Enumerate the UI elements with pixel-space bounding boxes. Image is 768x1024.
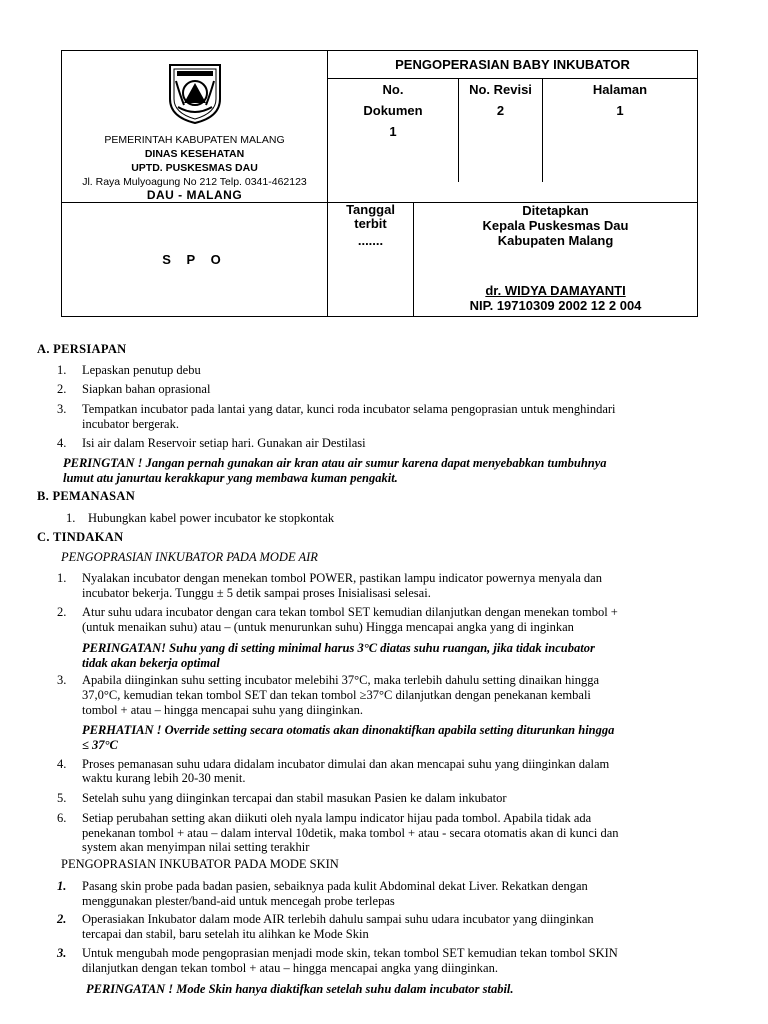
list-item: Proses pemanasan suhu udara didalam incubator dimulai dan akan mencapai suhu yang diinginkan dalam bbox=[82, 757, 610, 771]
doc-number-label-2: Dokumen bbox=[363, 103, 423, 118]
list-item: waktu kurang lebih 20-30 menit. bbox=[82, 771, 246, 785]
institution-cell bbox=[62, 51, 328, 203]
approval-line-3: Kabupaten Malang bbox=[497, 233, 614, 248]
institution-line-2: DINAS KESEHATAN bbox=[144, 148, 245, 160]
list-number: 1. bbox=[57, 879, 67, 893]
list-item: Untuk mengubah mode pengoprasian menjadi mode skin, tekan tombol SET kemudian tekan tombol SKIN bbox=[82, 946, 618, 960]
list-number: 2. bbox=[57, 382, 67, 396]
section-a-title: A. PERSIAPAN bbox=[37, 342, 127, 356]
subsection-title: PENGOPRASIAN INKUBATOR PADA MODE SKIN bbox=[61, 857, 339, 871]
list-item: menggunakan plester/band-aid untuk mencegah probe terlepas bbox=[82, 894, 395, 908]
list-item: Setelah suhu yang diinginkan tercapai dan stabil masukan Pasien ke dalam inkubator bbox=[82, 791, 507, 805]
list-item: Nyalakan incubator dengan menekan tombol POWER, pastikan lampu indicator powernya menyala dan bbox=[82, 571, 602, 585]
warning-text: lumut atu janurtau kerakkapur yang membawa kuman pengakit. bbox=[63, 471, 398, 485]
doc-number-label-1: No. bbox=[382, 82, 404, 97]
signer-name: dr. WIDYA DAMAYANTI bbox=[485, 283, 626, 298]
issue-date-label-1: Tanggal bbox=[346, 202, 395, 217]
list-number: 4. bbox=[57, 757, 67, 771]
list-item: Tempatkan incubator pada lantai yang datar, kunci roda incubator selama pengoprasian untuk menghindari bbox=[82, 402, 616, 416]
revision-cell bbox=[459, 79, 543, 182]
malang-regency-emblem bbox=[164, 59, 226, 125]
list-item: Apabila diinginkan suhu setting incubator melebihi 37°C, maka terlebih dahulu setting dinaikan hingga bbox=[82, 673, 600, 687]
list-number: 1. bbox=[57, 571, 67, 585]
spo-label: S P O bbox=[62, 203, 328, 317]
document-header-table bbox=[61, 50, 698, 317]
title-cell bbox=[328, 51, 698, 203]
warning-text: PERINGTAN ! Jangan pernah gunakan air kran atau air sumur karena dapat menyebabkan tumbuhnya bbox=[63, 456, 607, 470]
approval-line-2: Kepala Puskesmas Dau bbox=[482, 218, 629, 233]
list-number: 1. bbox=[57, 363, 67, 377]
list-item: Pasang skin probe pada badan pasien, sebaiknya pada kulit Abdominal dekat Liver. Rekatkan dengan bbox=[82, 879, 588, 893]
warning-text: ≤ 37°C bbox=[82, 738, 118, 752]
issue-date-cell bbox=[328, 203, 414, 317]
list-item: Isi air dalam Reservoir setiap hari. Gunakan air Destilasi bbox=[82, 436, 366, 450]
list-number: 1. bbox=[66, 511, 76, 525]
list-number: 6. bbox=[57, 811, 67, 825]
revision-label: No. Revisi bbox=[469, 82, 532, 97]
subsection-title: PENGOPRASIAN INKUBATOR PADA MODE AIR bbox=[61, 550, 318, 564]
list-number: 4. bbox=[57, 436, 67, 450]
doc-number-cell bbox=[328, 79, 459, 182]
warning-text: PERINGATAN! Suhu yang di setting minimal harus 3°C diatas suhu ruangan, jika tidak incubator bbox=[82, 641, 595, 655]
list-item: Setiap perubahan setting akan diikuti oleh nyala lampu indicator hijau pada tombol. Apabila tidak ada bbox=[82, 811, 592, 825]
warning-text: tidak akan bekerja optimal bbox=[82, 656, 220, 670]
page-label: Halaman bbox=[592, 82, 648, 97]
page-value: 1 bbox=[616, 103, 624, 118]
warning-text: PERHATIAN ! Override setting secara otomatis akan dinonaktifkan apabila setting diturunkan hingga bbox=[82, 723, 615, 737]
institution-line-3: UPTD. PUSKESMAS DAU bbox=[131, 162, 258, 174]
approval-line-1: Ditetapkan bbox=[522, 203, 589, 218]
list-item: Siapkan bahan oprasional bbox=[82, 382, 211, 396]
list-number: 3. bbox=[57, 673, 67, 687]
list-number: 5. bbox=[57, 791, 67, 805]
list-number: 2. bbox=[57, 605, 67, 619]
list-item: penekanan tombol + atau – dalam interval 10detik, maka tombol + atau - secara otomatis akan di kunci dan bbox=[82, 826, 619, 840]
institution-city: DAU - MALANG bbox=[146, 188, 243, 202]
institution-address: Jl. Raya Mulyoagung No 212 Telp. 0341-462123 bbox=[82, 176, 307, 188]
list-item: Hubungkan kabel power incubator ke stopkontak bbox=[88, 511, 335, 525]
page-cell bbox=[543, 79, 697, 182]
list-item: (untuk menaikan suhu) atau – (untuk menurunkan suhu) Hingga mencapai angka yang di inginkan bbox=[82, 620, 574, 634]
list-item: incubator bekerja. Tunggu ± 5 detik sampai proses Inisialisasi selesai. bbox=[82, 586, 431, 600]
list-number: 3. bbox=[57, 402, 67, 416]
list-item: Atur suhu udara incubator dengan cara tekan tombol SET kemudian dilanjutkan dengan menekan tombol + bbox=[82, 605, 618, 619]
revision-value: 2 bbox=[496, 103, 505, 118]
list-item: tercapai dan stabil, baru setelah itu alihkan ke Mode Skin bbox=[82, 927, 369, 941]
list-item: tombol + atau – hingga mencapai suhu yang diinginkan. bbox=[82, 703, 363, 717]
list-item: incubator bergerak. bbox=[82, 417, 179, 431]
document-title: PENGOPERASIAN BABY INKUBATOR bbox=[328, 51, 697, 79]
list-item: 37,0°C, kemudian tekan tombol SET dan tekan tombol ≥37°C dilanjutkan dengan penekanan kembali bbox=[82, 688, 591, 702]
list-item: dilanjutkan dengan tekan tombol + atau – hingga mencapai angka yang diinginkan. bbox=[82, 961, 498, 975]
list-number: 3. bbox=[57, 946, 67, 960]
issue-date-value: ....... bbox=[357, 233, 384, 248]
signer-nip: NIP. 19710309 2002 12 2 004 bbox=[469, 298, 642, 313]
doc-number-value: 1 bbox=[389, 124, 397, 139]
list-item: system akan menyimpan nilai setting terakhir bbox=[82, 840, 310, 854]
list-item: Operasiakan Inkubator dalam mode AIR terlebih dahulu sampai suhu udara incubator yang diinginkan bbox=[82, 912, 594, 926]
section-b-title: B. PEMANASAN bbox=[37, 489, 136, 503]
list-item: Lepaskan penutup debu bbox=[82, 363, 201, 377]
warning-text: PERINGATAN ! Mode Skin hanya diaktifkan setelah suhu dalam incubator stabil. bbox=[86, 982, 514, 996]
issue-date-label-2: terbit bbox=[354, 216, 387, 231]
section-c-title: C. TINDAKAN bbox=[37, 530, 124, 544]
institution-line-1: PEMERINTAH KABUPATEN MALANG bbox=[104, 134, 285, 146]
list-number: 2. bbox=[57, 912, 67, 926]
approval-cell bbox=[414, 203, 698, 317]
